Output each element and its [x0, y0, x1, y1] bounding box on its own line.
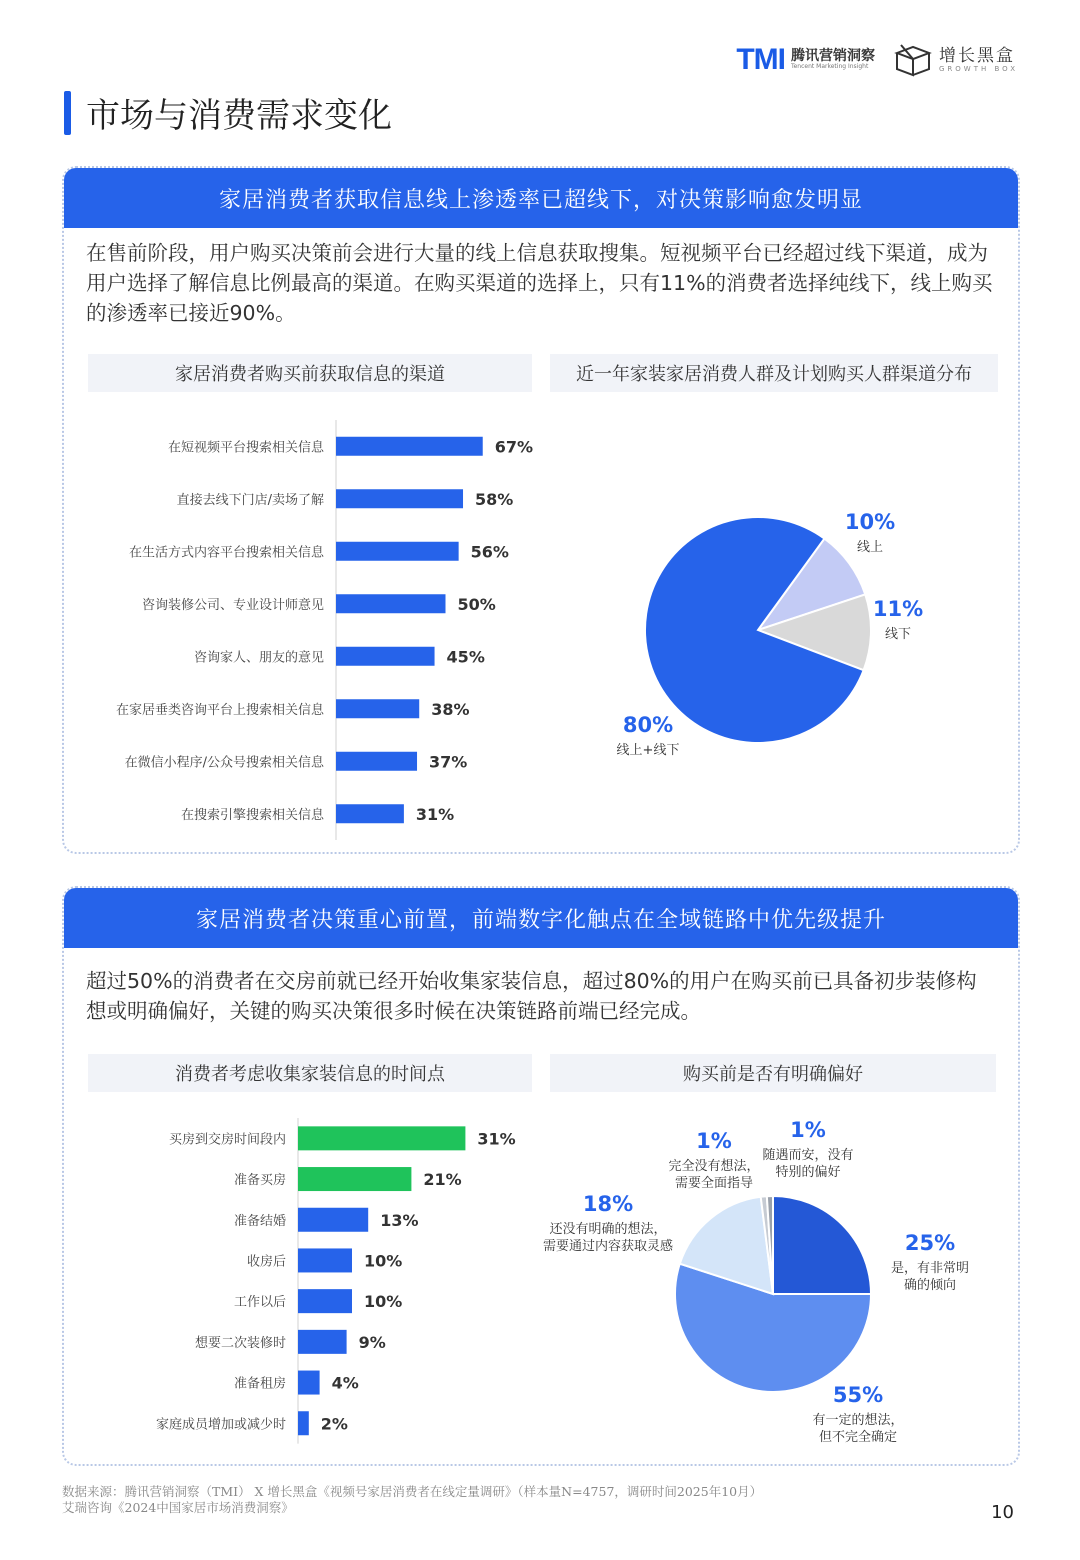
bar — [336, 647, 435, 666]
source-line-2: 艾瑞咨询《2024中国家居市场消费洞察》 — [62, 1500, 294, 1515]
bar-category-label: 咨询装修公司、专业设计师意见 — [141, 597, 324, 613]
title-accent-bar — [64, 91, 71, 135]
bar — [336, 804, 404, 823]
page-title: 市场与消费需求变化 — [86, 96, 392, 136]
section-1-banner: 家居消费者获取信息线上渗透率已超线下，对决策影响愈发明显 — [64, 168, 1018, 228]
bar — [298, 1167, 411, 1191]
bar-value-label: 10% — [364, 1251, 403, 1271]
header-logos — [736, 40, 1018, 80]
bar — [298, 1330, 347, 1354]
pie-value-label: 1% — [696, 1129, 732, 1153]
bar-value-label: 58% — [475, 489, 514, 509]
bar-category-label: 在家居垂类咨询平台上搜索相关信息 — [115, 702, 324, 718]
info-channels-bar-chart — [84, 420, 534, 840]
page-number: 10 — [991, 1502, 1014, 1523]
footer-sources — [62, 1484, 762, 1516]
pie-value-label: 10% — [844, 510, 896, 534]
bar — [336, 437, 483, 456]
info-timing-bar-chart — [84, 1118, 534, 1448]
tmi-en: Tencent Marketing Insight — [790, 63, 869, 71]
box-icon — [893, 43, 933, 77]
bar-category-label: 收房后 — [246, 1254, 286, 1270]
pie-value-label: 80% — [622, 713, 674, 737]
section-2-banner: 家居消费者决策重心前置，前端数字化触点在全域链路中优先级提升 — [64, 888, 1018, 948]
pie-name-label: 完全没有想法， — [668, 1159, 760, 1174]
bar — [336, 594, 446, 613]
bar-value-label: 10% — [364, 1292, 403, 1312]
section-1-left-subtitle: 家居消费者购买前获取信息的渠道 — [88, 354, 532, 392]
bar-category-label: 准备结婚 — [233, 1213, 286, 1229]
pie-name-label: 但不完全确定 — [818, 1430, 898, 1445]
gb-en: GROWTH BOX — [938, 64, 1018, 73]
bar — [336, 489, 463, 508]
bar-category-label: 在短视频平台搜索相关信息 — [167, 440, 324, 456]
bar-value-label: 31% — [415, 804, 455, 824]
bar-value-label: 31% — [477, 1129, 516, 1149]
bar-value-label: 21% — [423, 1170, 462, 1190]
pie-name-label: 线下 — [884, 627, 912, 642]
bar — [336, 542, 459, 561]
bar-category-label: 工作以后 — [233, 1295, 286, 1311]
pie-name-label: 确的倾向 — [903, 1278, 957, 1293]
bar-category-label: 家庭成员增加或减少时 — [155, 1417, 286, 1433]
bar-category-label: 想要二次装修时 — [194, 1335, 286, 1351]
bar-category-label: 准备租房 — [233, 1376, 286, 1392]
pie-value-label: 11% — [872, 597, 924, 621]
pie-value-label: 55% — [832, 1383, 884, 1407]
bar-value-label: 13% — [380, 1210, 419, 1230]
preference-pie-chart — [530, 1110, 1010, 1450]
bar-value-label: 67% — [494, 437, 534, 457]
section-2-left-subtitle: 消费者考虑收集家装信息的时间点 — [88, 1054, 532, 1092]
bar — [298, 1371, 320, 1395]
bar-category-label: 在微信小程序/公众号搜索相关信息 — [124, 755, 324, 771]
bar-category-label: 买房到交房时间段内 — [168, 1132, 286, 1148]
tmi-name: 腾讯营销洞察 — [790, 48, 875, 64]
bar-value-label: 45% — [446, 647, 485, 667]
tmi-logo — [736, 43, 875, 77]
bar — [298, 1289, 352, 1313]
pie-value-label: 1% — [790, 1118, 826, 1142]
bar-value-label: 37% — [429, 752, 468, 772]
bar-category-label: 咨询家人、朋友的意见 — [193, 650, 324, 666]
gb-name: 增长黑盒 — [938, 45, 1015, 66]
bar — [298, 1248, 352, 1272]
bar — [298, 1411, 309, 1435]
section-2-right-subtitle: 购买前是否有明确偏好 — [550, 1054, 996, 1092]
pie-name-label: 有一定的想法， — [812, 1413, 904, 1428]
bar-value-label: 9% — [358, 1332, 386, 1352]
pie-name-label: 随遇而安，没有 — [762, 1148, 854, 1163]
source-line-1: 数据来源：腾讯营销洞察（TMI） X 增长黑盒《视频号家居消费者在线定量调研》（样本量N=4757，调研时间2025年10月） — [62, 1484, 763, 1499]
tmi-mark: TMI — [736, 43, 785, 76]
channel-distribution-pie-chart — [560, 440, 1000, 800]
bar-value-label: 4% — [331, 1373, 359, 1393]
section-1-right-subtitle: 近一年家装家居消费人群及计划购买人群渠道分布 — [550, 354, 998, 392]
bar-value-label: 50% — [457, 594, 496, 614]
pie-value-label: 18% — [582, 1192, 634, 1216]
bar — [298, 1208, 368, 1232]
bar-category-label: 在生活方式内容平台搜索相关信息 — [128, 545, 324, 561]
growth-box-logo — [893, 43, 1018, 77]
section-1-paragraph: 在售前阶段，用户购买决策前会进行大量的线上信息获取搜集。短视频平台已经超过线下渠道，成为用户选择了解信息比例最高的渠道。在购买渠道的选择上，只有11%的消费者选择纯线下，线上购买的渗透率已接近90%。 — [86, 241, 993, 325]
pie-name-label: 还没有明确的想法， — [549, 1222, 667, 1237]
pie-name-label: 需要全面指导 — [674, 1176, 754, 1191]
bar-value-label: 38% — [431, 699, 470, 719]
pie-name-label: 线上 — [856, 540, 884, 555]
pie-name-label: 需要通过内容获取灵感 — [542, 1239, 674, 1254]
pie-slice — [773, 1196, 871, 1294]
pie-name-label: 是，有非常明 — [890, 1261, 970, 1276]
bar — [336, 752, 417, 771]
bar-category-label: 在搜索引擎搜索相关信息 — [180, 807, 324, 823]
bar — [336, 699, 419, 718]
bar-category-label: 直接去线下门店/卖场了解 — [176, 492, 324, 508]
bar — [298, 1126, 465, 1150]
bar-value-label: 2% — [320, 1414, 348, 1434]
pie-value-label: 25% — [904, 1231, 956, 1255]
bar-value-label: 56% — [470, 542, 509, 562]
pie-name-label: 线上+线下 — [616, 743, 680, 758]
section-2-paragraph: 超过50%的消费者在交房前就已经开始收集家装信息，超过80%的用户在购买前已具备初步装修构想或明确偏好，关键的购买决策很多时候在决策链路前端已经完成。 — [86, 969, 977, 1023]
bar-category-label: 准备买房 — [233, 1173, 286, 1189]
pie-name-label: 特别的偏好 — [775, 1165, 841, 1180]
